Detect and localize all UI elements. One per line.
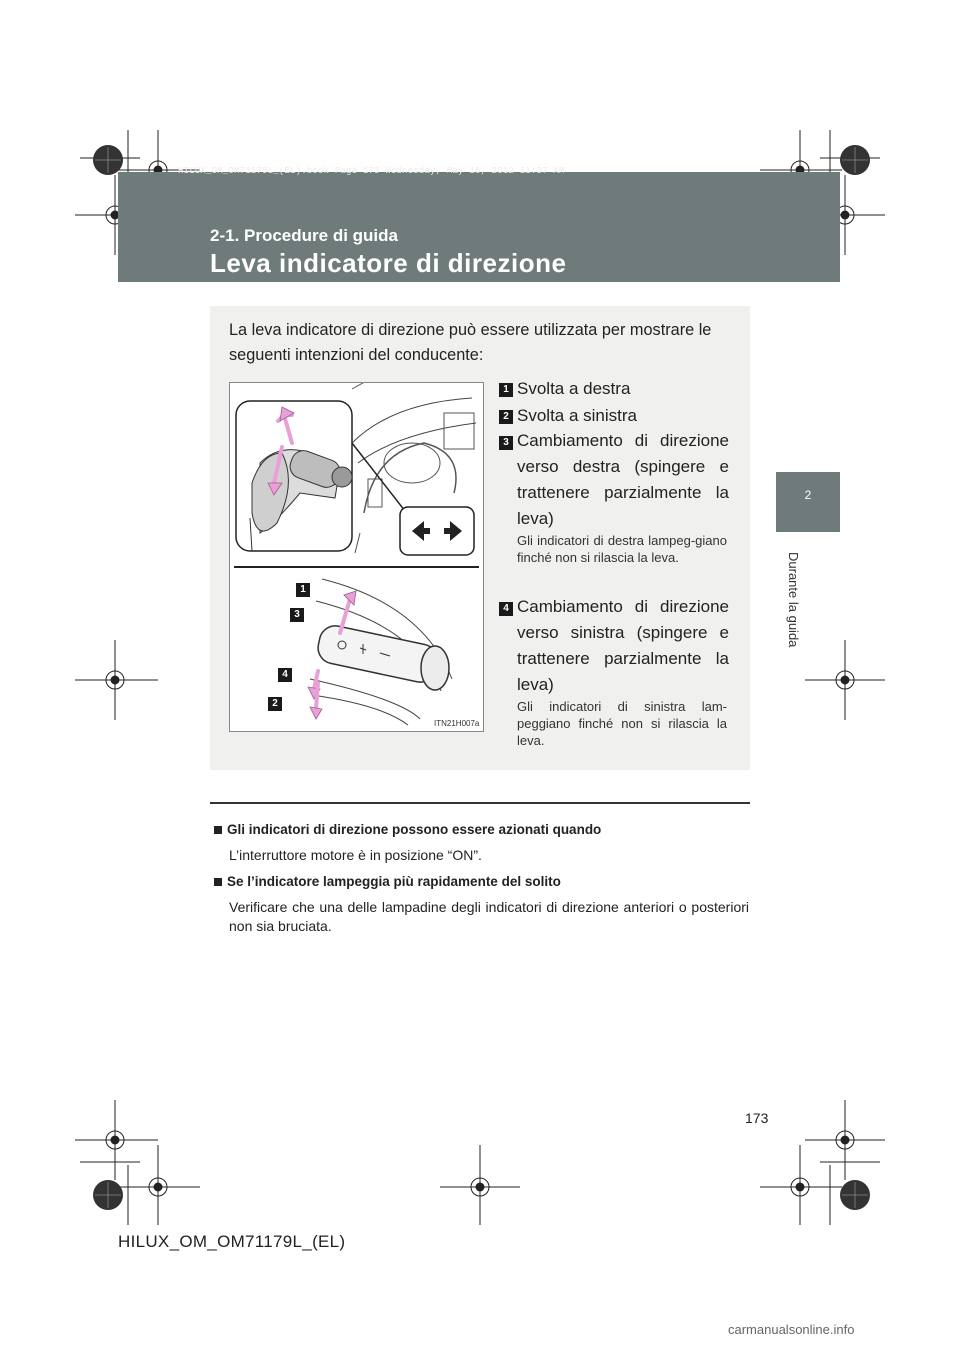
figure-code: ITN21H007a bbox=[434, 719, 480, 728]
figure-callout-2: 2 bbox=[268, 697, 282, 711]
figure-callout-3: 3 bbox=[290, 608, 304, 622]
intro-text: La leva indicatore di direzione può essere utilizzata per mostrare le seguenti intenzioni del conducente: bbox=[229, 321, 712, 364]
item-text-1: Svolta a destra bbox=[517, 379, 631, 398]
item-text-4: Cambiamento di direzione verso sinistra (spingere e trattenere parzialmente la leva) bbox=[517, 597, 729, 694]
bullet-heading-2: Se l’indicatore lampeggia più rapidamente del solito bbox=[214, 874, 561, 889]
item-number-4: 4 bbox=[499, 602, 513, 616]
item-text-2: Svolta a sinistra bbox=[517, 406, 637, 425]
lever-drawing bbox=[230, 383, 483, 731]
section-rule bbox=[210, 802, 750, 804]
figure-callout-4: 4 bbox=[278, 668, 292, 682]
item-note-3: Gli indicatori di destra lampeg-giano finché non si rilascia la leva. bbox=[517, 533, 727, 565]
page-number: 173 bbox=[745, 1110, 769, 1126]
bullet-square-icon bbox=[214, 826, 222, 834]
file-stamp: HILUX_OM_OM71179L_(EL).book Page 173 Wednesday, May 16, 2012 11:37 AM bbox=[178, 166, 565, 176]
lever-illustration bbox=[229, 382, 484, 732]
chapter-label: Durante la guida bbox=[786, 552, 801, 648]
bullet-body-1: L’interruttore motore è in posizione “ON”. bbox=[229, 847, 482, 863]
chapter-tab bbox=[776, 472, 840, 532]
figure-callout-1: 1 bbox=[296, 583, 310, 597]
watermark: carmanualsonline.info bbox=[728, 1322, 855, 1337]
item-note-4: Gli indicatori di sinistra lam-peggiano finché non si rilascia la leva. bbox=[517, 699, 727, 748]
section-label: 2-1. Procedure di guida bbox=[210, 226, 398, 245]
bullet-square-icon bbox=[214, 878, 222, 886]
item-number-3: 3 bbox=[499, 436, 513, 450]
item-number-1: 1 bbox=[499, 383, 513, 397]
item-text-3: Cambiamento di direzione verso destra (spingere e trattenere parzialmente la leva) bbox=[517, 431, 729, 528]
chapter-number: 2 bbox=[804, 488, 812, 502]
document-code: HILUX_OM_OM71179L_(EL) bbox=[118, 1232, 346, 1251]
item-number-2: 2 bbox=[499, 410, 513, 424]
bullet-body-2: Verificare che una delle lampadine degli indicatori di direzione anteriori o posteriori non sia bruciata. bbox=[229, 899, 749, 934]
bullet-heading-1: Gli indicatori di direzione possono essere azionati quando bbox=[214, 822, 601, 837]
page-title: Leva indicatore di direzione bbox=[210, 248, 567, 278]
